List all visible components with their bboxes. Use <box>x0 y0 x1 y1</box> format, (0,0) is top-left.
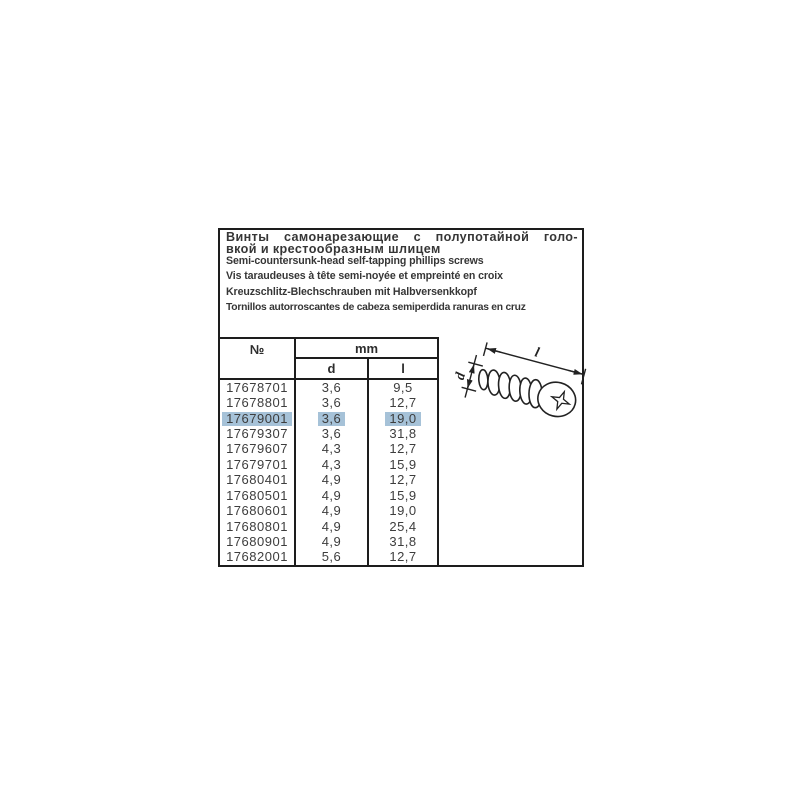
table-row <box>220 411 437 426</box>
screw-body <box>472 361 580 420</box>
diameter-mm: 4,3 <box>321 456 342 472</box>
diameter-mm: 4,9 <box>321 472 342 488</box>
part-number: 17679607 <box>226 441 288 457</box>
part-number: 17678801 <box>226 395 288 411</box>
title-de: Kreuzschlitz-Blechschrauben mit Halbversenkkopf <box>226 285 477 298</box>
length-mm: 9,5 <box>393 379 413 395</box>
part-number: 17678701 <box>226 379 288 395</box>
length-mm-cell <box>367 442 437 457</box>
length-mm: 25,4 <box>389 518 417 534</box>
part-number-cell <box>220 395 294 410</box>
title-ru-line1: Винты самонарезающие с полупотайной голо- <box>226 230 578 244</box>
part-number-cell <box>220 519 294 534</box>
length-mm: 19,0 <box>389 503 417 519</box>
diameter-mm-cell <box>294 442 367 457</box>
length-mm: 31,8 <box>389 533 417 549</box>
diameter-mm: 3,6 <box>318 412 346 426</box>
title-en: Semi-countersunk-head self-tapping phillips screws <box>226 255 484 267</box>
length-mm-cell <box>367 473 437 488</box>
part-number-cell <box>220 503 294 518</box>
part-number: 17679701 <box>226 456 288 472</box>
table-header-row-2 <box>220 359 437 380</box>
table-body <box>220 380 437 565</box>
length-mm: 12,7 <box>389 395 417 411</box>
screw-drawing <box>452 322 590 434</box>
length-mm-cell <box>367 380 437 395</box>
size-table <box>218 337 439 567</box>
part-number-cell <box>220 411 294 426</box>
length-mm: 15,9 <box>389 487 417 503</box>
part-number-cell <box>220 380 294 395</box>
part-number-cell <box>220 457 294 472</box>
col-header-l: l <box>367 359 437 378</box>
title-block <box>226 232 578 313</box>
table-row <box>220 426 437 441</box>
length-mm-cell <box>367 488 437 503</box>
title-es: Tornillos autorroscantes de cabeza semiperdida ranuras en cruz <box>226 302 526 313</box>
diameter-mm: 3,6 <box>321 379 342 395</box>
length-mm: 19,0 <box>385 412 420 426</box>
length-mm-cell <box>367 426 437 441</box>
diameter-mm: 3,6 <box>321 425 342 441</box>
diameter-mm-cell <box>294 411 367 426</box>
title-ru-line2: вкой и крестообразным шлицем <box>226 241 441 256</box>
table-row <box>220 380 437 395</box>
diameter-mm-cell <box>294 473 367 488</box>
table-header-row-1 <box>220 339 437 359</box>
length-mm-cell <box>367 395 437 410</box>
table-row <box>220 534 437 549</box>
part-number: 17680601 <box>226 503 288 519</box>
col-header-no: № <box>249 341 265 357</box>
table-row <box>220 395 437 410</box>
diameter-mm-cell <box>294 534 367 549</box>
part-number-cell <box>220 473 294 488</box>
table-row <box>220 488 437 503</box>
part-number: 17680401 <box>226 472 288 488</box>
catalog-panel <box>218 228 584 567</box>
part-number: 17680801 <box>226 518 288 534</box>
diameter-mm-cell <box>294 426 367 441</box>
diameter-mm: 5,6 <box>321 549 342 565</box>
length-mm: 12,7 <box>389 441 417 457</box>
table-row <box>220 442 437 457</box>
part-number: 17679307 <box>226 425 288 441</box>
diameter-mm-cell <box>294 380 367 395</box>
table-row <box>220 473 437 488</box>
part-number-cell <box>220 442 294 457</box>
diameter-mm: 4,9 <box>321 487 342 503</box>
length-mm: 31,8 <box>389 425 417 441</box>
length-mm: 12,7 <box>389 549 417 565</box>
diameter-mm: 4,9 <box>321 533 342 549</box>
part-number-cell <box>220 534 294 549</box>
part-number-cell <box>220 550 294 565</box>
diameter-mm-cell <box>294 457 367 472</box>
part-number: 17679001 <box>222 412 292 426</box>
part-number: 17680901 <box>226 533 288 549</box>
diameter-mm: 4,9 <box>321 503 342 519</box>
diameter-mm: 4,9 <box>321 518 342 534</box>
diameter-mm: 4,3 <box>321 441 342 457</box>
length-mm-cell <box>367 534 437 549</box>
title-fr: Vis taraudeuses à tête semi-noyée et empreinté en croix <box>226 270 503 282</box>
diameter-mm-cell <box>294 395 367 410</box>
part-number-cell <box>220 488 294 503</box>
length-mm-cell <box>367 550 437 565</box>
part-number: 17680501 <box>226 487 288 503</box>
length-mm-cell <box>367 457 437 472</box>
diameter-mm-cell <box>294 488 367 503</box>
header-spacer <box>220 359 294 378</box>
table-row <box>220 550 437 565</box>
col-header-d: d <box>294 359 367 378</box>
table-row <box>220 503 437 518</box>
diameter-mm-cell <box>294 519 367 534</box>
length-mm: 12,7 <box>389 472 417 488</box>
col-header-mm: mm <box>294 339 437 359</box>
part-number: 17682001 <box>226 549 288 565</box>
table-row <box>220 457 437 472</box>
diameter-mm-cell <box>294 503 367 518</box>
dimension-l-label: l <box>533 345 541 361</box>
table-row <box>220 519 437 534</box>
length-mm-cell <box>367 503 437 518</box>
dimension-d-label: d <box>452 370 470 382</box>
length-mm-cell <box>367 519 437 534</box>
part-number-cell <box>220 426 294 441</box>
diameter-mm: 3,6 <box>321 395 342 411</box>
diameter-mm-cell <box>294 550 367 565</box>
length-mm: 15,9 <box>389 456 417 472</box>
length-mm-cell <box>367 411 437 426</box>
